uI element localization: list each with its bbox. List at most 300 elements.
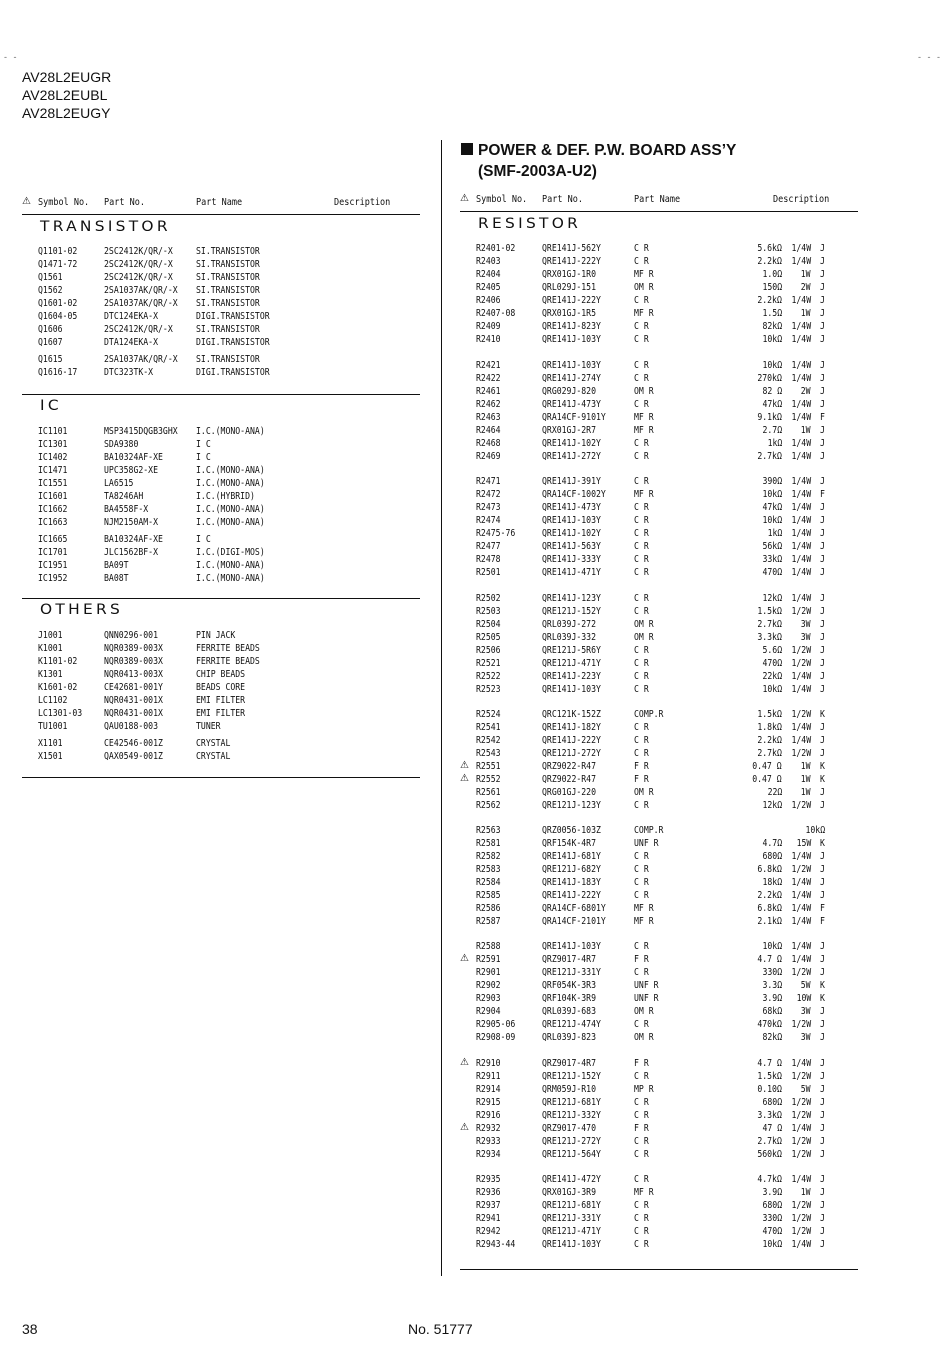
part-no: BA4558F-X <box>104 504 149 515</box>
resistance-value: 1.5Ω <box>762 308 782 319</box>
part-no: QRF104K-3R9 <box>542 993 597 1004</box>
resistance-value: 560kΩ <box>757 1149 782 1160</box>
part-name: C R <box>634 567 649 578</box>
resistance-value: 47 Ω <box>762 1123 782 1134</box>
header-part-name: Part Name <box>634 194 681 205</box>
part-no: QRE141J-103Y <box>542 360 601 371</box>
tolerance: J <box>820 1006 825 1017</box>
wattage: 1/2W <box>791 1110 811 1121</box>
table-row <box>460 437 858 450</box>
wattage: 1/4W <box>791 954 811 965</box>
corner-mark-right: - - - <box>918 52 942 62</box>
part-no: QRE141J-183Y <box>542 877 601 888</box>
part-no: QRG029J-820 <box>542 386 597 397</box>
part-name: C R <box>634 1239 649 1250</box>
part-name: C R <box>634 593 649 604</box>
tolerance: J <box>820 425 825 436</box>
part-no: QRE121J-152Y <box>542 606 601 617</box>
tolerance: J <box>820 554 825 565</box>
table-row <box>460 307 858 320</box>
table-row <box>460 281 858 294</box>
symbol-no: R2542 <box>476 735 501 746</box>
symbol-no: R2901 <box>476 967 501 978</box>
symbol-no: R2903 <box>476 993 501 1004</box>
resistance-value: 2.7Ω <box>762 425 782 436</box>
symbol-no: R2474 <box>476 515 501 526</box>
symbol-no: R2561 <box>476 787 501 798</box>
wattage: 1/4W <box>791 593 811 604</box>
document-number: No. 51777 <box>408 1321 473 1337</box>
part-no: DTC124EKA-X <box>104 311 159 322</box>
wattage: 1/4W <box>791 541 811 552</box>
symbol-no: R2422 <box>476 373 501 384</box>
resistance-value: 2.7kΩ <box>757 451 782 462</box>
resistance-value: 33kΩ <box>762 554 782 565</box>
tolerance: K <box>820 980 825 991</box>
tolerance: J <box>820 722 825 733</box>
wattage: 1/4W <box>791 916 811 927</box>
board-title-line2: (SMF-2003A-U2) <box>478 163 597 180</box>
symbol-no: IC1471 <box>38 465 68 476</box>
resistance-value: 3.9Ω <box>762 1187 782 1198</box>
part-name: C R <box>634 1149 649 1160</box>
part-name: C R <box>634 684 649 695</box>
part-no: QRL029J-151 <box>542 282 597 293</box>
part-no: QRE121J-5R6Y <box>542 645 601 656</box>
part-name: OM R <box>634 386 654 397</box>
resistance-value: 3.3Ω <box>762 980 782 991</box>
wattage: 1/4W <box>791 941 811 952</box>
part-no: DTC323TK-X <box>104 367 154 378</box>
part-name: I C <box>196 439 211 450</box>
table-row <box>460 1173 858 1186</box>
resistance-value: 330Ω <box>762 967 782 978</box>
resistance-value: 5.6kΩ <box>757 243 782 254</box>
symbol-no: R2543 <box>476 748 501 759</box>
symbol-no: IC1402 <box>38 452 68 463</box>
table-row <box>460 320 858 333</box>
wattage: 1/4W <box>791 321 811 332</box>
wattage: 10W <box>796 993 811 1004</box>
table-row <box>460 372 858 385</box>
symbol-no: Q1562 <box>38 285 63 296</box>
wattage: 1W <box>801 308 811 319</box>
part-name: OM R <box>634 1032 654 1043</box>
part-no: 2SC2412K/QR/-X <box>104 324 173 335</box>
divider <box>22 214 420 215</box>
symbol-no: X1101 <box>38 738 63 749</box>
warning-icon: ⚠ <box>460 1122 469 1133</box>
tolerance: K <box>820 774 825 785</box>
resistance-value: 680Ω <box>762 1097 782 1108</box>
resistor-group <box>460 1057 858 1161</box>
wattage: 1/4W <box>791 412 811 423</box>
wattage: 1/2W <box>791 1226 811 1237</box>
part-name: F R <box>634 954 649 965</box>
part-name: UNF R <box>634 993 659 1004</box>
resistance-value: 330Ω <box>762 1213 782 1224</box>
wattage: 3W <box>801 632 811 643</box>
part-name: C R <box>634 606 649 617</box>
symbol-no: R2916 <box>476 1110 501 1121</box>
part-name: C R <box>634 373 649 384</box>
tolerance: J <box>820 1071 825 1082</box>
part-name: MF R <box>634 489 654 500</box>
symbol-no: Q1607 <box>38 337 63 348</box>
part-no: 2SC2412K/QR/-X <box>104 272 173 283</box>
part-name: C R <box>634 321 649 332</box>
tolerance: J <box>820 269 825 280</box>
tolerance: J <box>820 373 825 384</box>
column-divider <box>441 140 442 1276</box>
wattage: 5W <box>801 1084 811 1095</box>
part-name: MF R <box>634 903 654 914</box>
tolerance: J <box>820 658 825 669</box>
tolerance: J <box>820 1136 825 1147</box>
part-name: MF R <box>634 1187 654 1198</box>
part-name: I C <box>196 452 211 463</box>
resistance-value: 2.7kΩ <box>757 748 782 759</box>
part-no: QRE141J-562Y <box>542 243 601 254</box>
symbol-no: R2524 <box>476 709 501 720</box>
wattage: 1/4W <box>791 735 811 746</box>
part-no: CE42546-001Z <box>104 738 163 749</box>
table-row <box>460 294 858 307</box>
symbol-no: R2462 <box>476 399 501 410</box>
part-name: EMI FILTER <box>196 695 246 706</box>
part-name: C R <box>634 541 649 552</box>
wattage: 1/4W <box>791 399 811 410</box>
symbol-no: IC1952 <box>38 573 68 584</box>
resistance-value: 10kΩ <box>762 334 782 345</box>
resistance-value: 470Ω <box>762 1226 782 1237</box>
part-no: QRX01GJ-2R7 <box>542 425 597 436</box>
table-row <box>460 863 858 876</box>
resistance-value: 1.8kΩ <box>757 722 782 733</box>
table-row <box>460 889 858 902</box>
part-name: CRYSTAL <box>196 751 231 762</box>
part-name: C R <box>634 1097 649 1108</box>
wattage: 1/2W <box>791 606 811 617</box>
header-part-name: Part Name <box>196 197 243 208</box>
symbol-no: IC1663 <box>38 517 68 528</box>
resistance-value: 0.47 Ω <box>752 774 782 785</box>
model-list <box>22 68 111 122</box>
table-row <box>460 1070 858 1083</box>
tolerance: J <box>820 1187 825 1198</box>
tolerance: J <box>820 645 825 656</box>
table-row <box>460 631 858 644</box>
resistor-group <box>460 824 858 928</box>
part-no: QRE121J-331Y <box>542 967 601 978</box>
table-row <box>460 657 858 670</box>
table-row <box>460 760 858 773</box>
part-no: QRA14CF-2101Y <box>542 916 606 927</box>
table-row <box>460 475 858 488</box>
warning-icon: ⚠ <box>460 773 469 784</box>
part-no: NQR0431-001X <box>104 708 163 719</box>
part-no: MSP3415DQGB3GHX <box>104 426 178 437</box>
symbol-no: R2591 <box>476 954 501 965</box>
part-name: C R <box>634 941 649 952</box>
table-row <box>460 940 858 953</box>
part-name: SI.TRANSISTOR <box>196 324 260 335</box>
wattage: 2W <box>801 386 811 397</box>
symbol-no: R2506 <box>476 645 501 656</box>
part-no: QRA14CF-9101Y <box>542 412 606 423</box>
part-name: SI.TRANSISTOR <box>196 272 260 283</box>
wattage: 1/2W <box>791 748 811 759</box>
tolerance: J <box>820 1058 825 1069</box>
part-no: 2SA1037AK/QR/-X <box>104 298 178 309</box>
part-no: QRE141J-473Y <box>542 502 601 513</box>
symbol-no: R2404 <box>476 269 501 280</box>
resistance-value: 4.7 Ω <box>757 954 782 965</box>
wattage: 1/4W <box>791 1174 811 1185</box>
resistance-value: 82kΩ <box>762 1032 782 1043</box>
table-row <box>460 618 858 631</box>
part-name: C R <box>634 722 649 733</box>
resistance-value: 82 Ω <box>762 386 782 397</box>
resistance-value: 470Ω <box>762 658 782 669</box>
symbol-no: IC1601 <box>38 491 68 502</box>
symbol-no: R2942 <box>476 1226 501 1237</box>
part-name: DIGI.TRANSISTOR <box>196 311 270 322</box>
symbol-no: R2585 <box>476 890 501 901</box>
part-no: QRE141J-103Y <box>542 334 601 345</box>
tolerance: J <box>820 1097 825 1108</box>
resistance-value: 4.7 Ω <box>757 1058 782 1069</box>
resistor-group <box>460 359 858 463</box>
table-row <box>460 773 858 786</box>
warning-icon: ⚠ <box>460 760 469 771</box>
symbol-no: Q1561 <box>38 272 63 283</box>
part-name: SI.TRANSISTOR <box>196 259 260 270</box>
wattage: 1/4W <box>791 243 811 254</box>
part-no: QRE141J-223Y <box>542 671 601 682</box>
part-name: C R <box>634 438 649 449</box>
part-no: QRZ9022-R47 <box>542 774 597 785</box>
part-no: QNN0296-001 <box>104 630 159 641</box>
table-row <box>460 683 858 696</box>
table-row <box>460 1031 858 1044</box>
symbol-no: R2584 <box>476 877 501 888</box>
section-title-transistor: TRANSISTOR <box>40 219 171 235</box>
table-row <box>460 670 858 683</box>
part-name: C R <box>634 476 649 487</box>
part-no: NQR0389-003X <box>104 643 163 654</box>
wattage: 1/4W <box>791 877 811 888</box>
wattage: 1/2W <box>791 800 811 811</box>
symbol-no: R2905-06 <box>476 1019 516 1030</box>
wattage: 1/4W <box>791 1058 811 1069</box>
part-no: QRL039J-332 <box>542 632 597 643</box>
wattage: 1/4W <box>791 851 811 862</box>
wattage: 1/4W <box>791 373 811 384</box>
table-row <box>460 876 858 889</box>
resistor-group <box>460 592 858 696</box>
tolerance: J <box>820 386 825 397</box>
part-no: QRF054K-3R3 <box>542 980 597 991</box>
resistance-value: 4.7kΩ <box>757 1174 782 1185</box>
part-no: QRE141J-333Y <box>542 554 601 565</box>
part-name: I.C.(MONO-ANA) <box>196 465 265 476</box>
tolerance: J <box>820 632 825 643</box>
tolerance: J <box>820 890 825 901</box>
part-name: CHIP BEADS <box>196 669 246 680</box>
part-no: QRE141J-103Y <box>542 515 601 526</box>
part-no: QRL039J-823 <box>542 1032 597 1043</box>
table-row <box>460 514 858 527</box>
resistance-value: 680Ω <box>762 851 782 862</box>
wattage: 3W <box>801 1032 811 1043</box>
symbol-no: R2541 <box>476 722 501 733</box>
table-row <box>460 953 858 966</box>
table-row <box>460 992 858 1005</box>
part-no: QRE121J-123Y <box>542 800 601 811</box>
wattage: 1/4W <box>791 1123 811 1134</box>
part-name: C R <box>634 658 649 669</box>
part-name: C R <box>634 1110 649 1121</box>
symbol-no: R2406 <box>476 295 501 306</box>
part-name: C R <box>634 735 649 746</box>
resistance-value: 47kΩ <box>762 399 782 410</box>
part-name: COMP.R <box>634 825 664 836</box>
resistor-group <box>460 242 858 346</box>
symbol-no: R2475-76 <box>476 528 516 539</box>
table-row <box>460 1199 858 1212</box>
symbol-no: R2478 <box>476 554 501 565</box>
tolerance: F <box>820 412 825 423</box>
divider <box>22 777 420 778</box>
part-no: QRZ9017-4R7 <box>542 1058 597 1069</box>
resistance-value: 22kΩ <box>762 671 782 682</box>
part-name: I.C.(MONO-ANA) <box>196 426 265 437</box>
tolerance: J <box>820 515 825 526</box>
page-number: 38 <box>22 1321 38 1337</box>
resistor-group <box>460 940 858 1044</box>
tolerance: J <box>820 941 825 952</box>
corner-mark-left: - - <box>4 52 19 62</box>
table-row <box>460 359 858 372</box>
tolerance: J <box>820 1084 825 1095</box>
header-part-no: Part No. <box>542 194 583 205</box>
part-no: QRE141J-391Y <box>542 476 601 487</box>
resistance-value: 10kΩ <box>762 360 782 371</box>
table-row <box>460 644 858 657</box>
wattage: 1/2W <box>791 1019 811 1030</box>
resistance-value: 68kΩ <box>762 1006 782 1017</box>
tolerance: J <box>820 321 825 332</box>
resistance-value: 3.9Ω <box>762 993 782 1004</box>
table-row <box>460 592 858 605</box>
table-row <box>460 824 858 837</box>
divider <box>460 1269 858 1270</box>
symbol-no: R2505 <box>476 632 501 643</box>
part-name: EMI FILTER <box>196 708 246 719</box>
symbol-no: R2932 <box>476 1123 501 1134</box>
table-row <box>460 1005 858 1018</box>
divider <box>460 211 858 212</box>
part-name: UNF R <box>634 838 659 849</box>
part-name: BEADS CORE <box>196 682 246 693</box>
part-name: I.C.(DIGI-MOS) <box>196 547 265 558</box>
tolerance: K <box>820 761 825 772</box>
part-no: 2SA1037AK/QR/-X <box>104 285 178 296</box>
part-no: 2SC2412K/QR/-X <box>104 259 173 270</box>
part-name: C R <box>634 671 649 682</box>
part-name: C R <box>634 502 649 513</box>
symbol-no: X1501 <box>38 751 63 762</box>
table-row <box>460 1018 858 1031</box>
part-name: UNF R <box>634 980 659 991</box>
tolerance: J <box>820 360 825 371</box>
part-no: QRE141J-563Y <box>542 541 601 552</box>
table-row <box>460 799 858 812</box>
tolerance: J <box>820 1239 825 1250</box>
tolerance: J <box>820 476 825 487</box>
part-no: QRM059J-R10 <box>542 1084 597 1095</box>
symbol-no: R2581 <box>476 838 501 849</box>
symbol-no: R2563 <box>476 825 501 836</box>
part-name: C R <box>634 1071 649 1082</box>
resistance-value: 270kΩ <box>757 373 782 384</box>
part-name: C R <box>634 890 649 901</box>
symbol-no: R2911 <box>476 1071 501 1082</box>
part-name: C R <box>634 645 649 656</box>
resistance-value: 12kΩ <box>762 593 782 604</box>
part-name: FERRITE BEADS <box>196 643 260 654</box>
symbol-no: R2401-02 <box>476 243 516 254</box>
wattage: 1/2W <box>791 1071 811 1082</box>
resistance-value: 82kΩ <box>762 321 782 332</box>
model-name: AV28L2EUGR <box>22 69 112 85</box>
tolerance: F <box>820 489 825 500</box>
resistor-group <box>460 708 858 812</box>
symbol-no: K1101-02 <box>38 656 78 667</box>
board-title <box>461 140 736 182</box>
part-no: 2SA1037AK/QR/-X <box>104 354 178 365</box>
part-name: COMP.R <box>634 709 664 720</box>
symbol-no: R2464 <box>476 425 501 436</box>
tolerance: J <box>820 1226 825 1237</box>
tolerance: J <box>820 1213 825 1224</box>
table-row <box>460 1096 858 1109</box>
resistance-value: 10kΩ <box>762 489 782 500</box>
table-row <box>460 527 858 540</box>
part-no: SDA9380 <box>104 439 139 450</box>
part-name: F R <box>634 1123 649 1134</box>
square-bullet-icon <box>461 143 473 155</box>
part-name: I.C.(HYBRID) <box>196 491 255 502</box>
part-name: C R <box>634 1174 649 1185</box>
table-row <box>460 902 858 915</box>
symbol-no: R2501 <box>476 567 501 578</box>
table-row <box>460 424 858 437</box>
resistance-value: 1.5kΩ <box>757 709 782 720</box>
wattage: 1/4W <box>791 438 811 449</box>
table-row <box>460 385 858 398</box>
wattage: 1/4W <box>791 903 811 914</box>
part-no: QRZ9017-4R7 <box>542 954 597 965</box>
part-no: QRE141J-103Y <box>542 684 601 695</box>
part-no: QRE121J-331Y <box>542 1213 601 1224</box>
symbol-no: Q1606 <box>38 324 63 335</box>
tolerance: J <box>820 1019 825 1030</box>
divider <box>22 394 420 395</box>
part-name: C R <box>634 256 649 267</box>
part-no: QRF154K-4R7 <box>542 838 597 849</box>
